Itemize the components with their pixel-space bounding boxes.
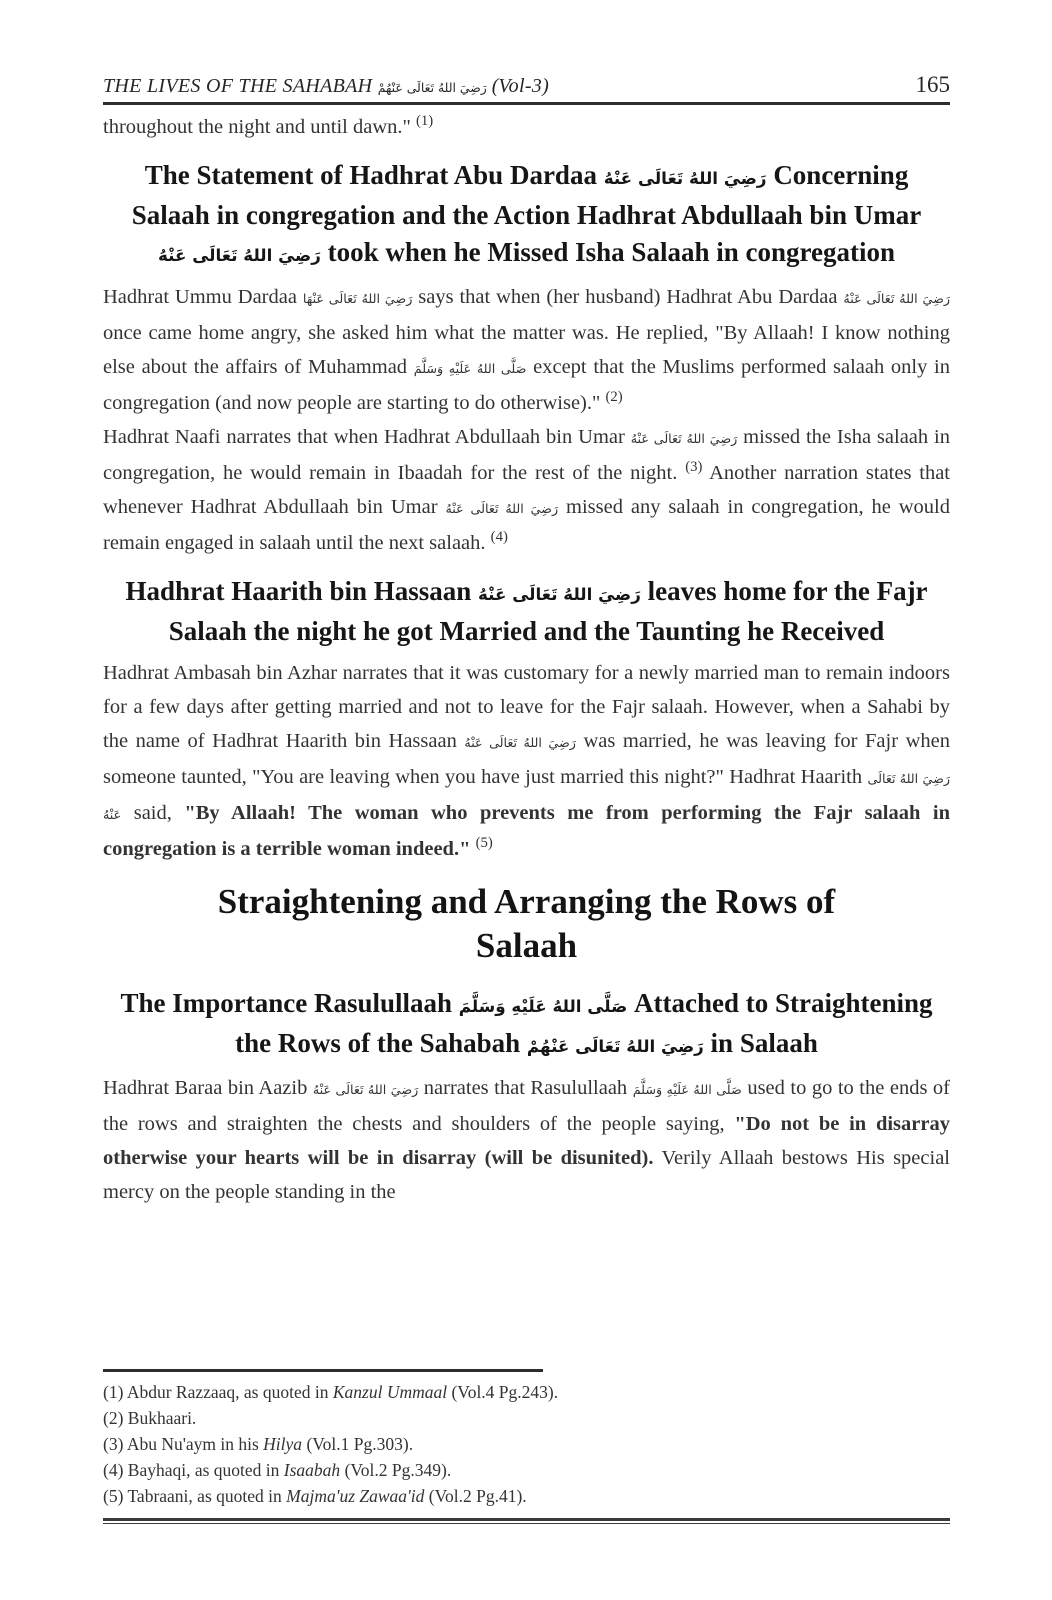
page-bottom-rule bbox=[103, 1518, 950, 1524]
footnote-5: (5) Tabraani, as quoted in Majma'uz Zawaa'id (Vol.2 Pg.41). bbox=[103, 1486, 527, 1506]
running-header bbox=[103, 72, 950, 98]
book-title: THE LIVES OF THE SAHABAH رَضِيَ اللهُ تَعَالَى عَنْهُمْ (Vol-3) bbox=[103, 75, 549, 97]
section-heading-abu-dardaa: The Statement of Hadhrat Abu Dardaa رَضِيَ اللهُ تَعَالَى عَنْهُ Concerning Salaah in congregation and the Action Hadhrat Abdullaah bin Umar رَضِيَ اللهُ تَعَالَى عَنْهُ took when he Missed Isha Salaah in congregation bbox=[131, 160, 922, 267]
footnote-3: (3) Abu Nu'aym in his Hilya (Vol.1 Pg.303). bbox=[103, 1434, 414, 1454]
paragraph-baraa: Hadhrat Baraa bin Aazib رَضِيَ اللهُ تَعَالَى عَنْهُ narrates that Rasulullaah صَلَّى اللهُ عَلَيْهِ وَسَلَّمَ used to go to the ends of the rows and straighten the chests and shoulders of the people saying, "Do not be in disarray otherwise your hearts will be in disarray (will be disunited). Verily Allaah bestows His special mercy on the people standing in the bbox=[103, 1077, 951, 1203]
chapter-heading-straightening-rows: Straightening and Arranging the Rows of Salaah bbox=[217, 882, 836, 965]
continuation-line: throughout the night and until dawn." $^{(1)}$ bbox=[103, 113, 434, 138]
paragraph-ummu-dardaa: Hadhrat Ummu Dardaa رَضِيَ اللهُ تَعَالَى عَنْهَا says that when (her husband) Hadhrat Abu Dardaa رَضِيَ اللهُ تَعَالَى عَنْهُ once came home angry, she asked him what the matter was. He replied, "By Allaah! I know nothing else about the affairs of Muhammad صَلَّى اللهُ عَلَيْهِ وَسَلَّمَ except that the Muslims performed salaah only in congregation (and now people are starting to do otherwise)." $^{(2)}$ bbox=[103, 286, 951, 414]
footnote-separator bbox=[103, 1369, 543, 1372]
header-rule bbox=[103, 102, 950, 105]
footnote-2: (2) Bukhaari. bbox=[103, 1408, 197, 1428]
footnotes-section bbox=[103, 1369, 950, 1600]
section-heading-importance: The Importance Rasulullaah صَلَّى اللهُ عَلَيْهِ وَسَلَّمَ Attached to Straightening the Rows of the Sahabah رَضِيَ اللهُ تَعَالَى عَنْهُمْ in Salaah bbox=[120, 988, 933, 1058]
section-heading-haarith: Hadhrat Haarith bin Hassaan رَضِيَ اللهُ تَعَالَى عَنْهُ leaves home for the Fajr Salaah the night he got Married and the Taunting he Received bbox=[125, 576, 928, 646]
paragraph-naafi: Hadhrat Naafi narrates that when Hadhrat Abdullaah bin Umar رَضِيَ اللهُ تَعَالَى عَنْهُ missed the Isha salaah in congregation, he would remain in Ibaadah for the rest of the night. $^{(3)}$ Another narration states that whenever Hadhrat Abdullaah bin Umar رَضِيَ اللهُ تَعَالَى عَنْهُ missed any salaah in congregation, he would remain engaged in salaah until the next salaah. $^{(4)}$ bbox=[103, 426, 951, 554]
footnote-1: (1) Abdur Razzaaq, as quoted in Kanzul Ummaal (Vol.4 Pg.243). bbox=[103, 1382, 559, 1402]
paragraph-ambasah: Hadhrat Ambasah bin Azhar narrates that it was customary for a newly married man to remain indoors for a few days after getting married and not to leave for the Fajr salaah. However, when a Sahabi by the name of Hadhrat Haarith bin Hassaan رَضِيَ اللهُ تَعَالَى عَنْهُ was married, he was leaving for Fajr when someone taunted, "You are leaving when you have just married this night?" Hadhrat Haarith رَضِيَ اللهُ تَعَالَى عَنْهُ said, "By Allaah! The woman who prevents me from performing the Fajr salaah in congregation is a terrible woman indeed." $^{(5)}$ bbox=[103, 662, 951, 860]
footnote-4: (4) Bayhaqi, as quoted in Isaabah (Vol.2 Pg.349). bbox=[103, 1460, 452, 1480]
page-number: 165 bbox=[915, 72, 950, 97]
